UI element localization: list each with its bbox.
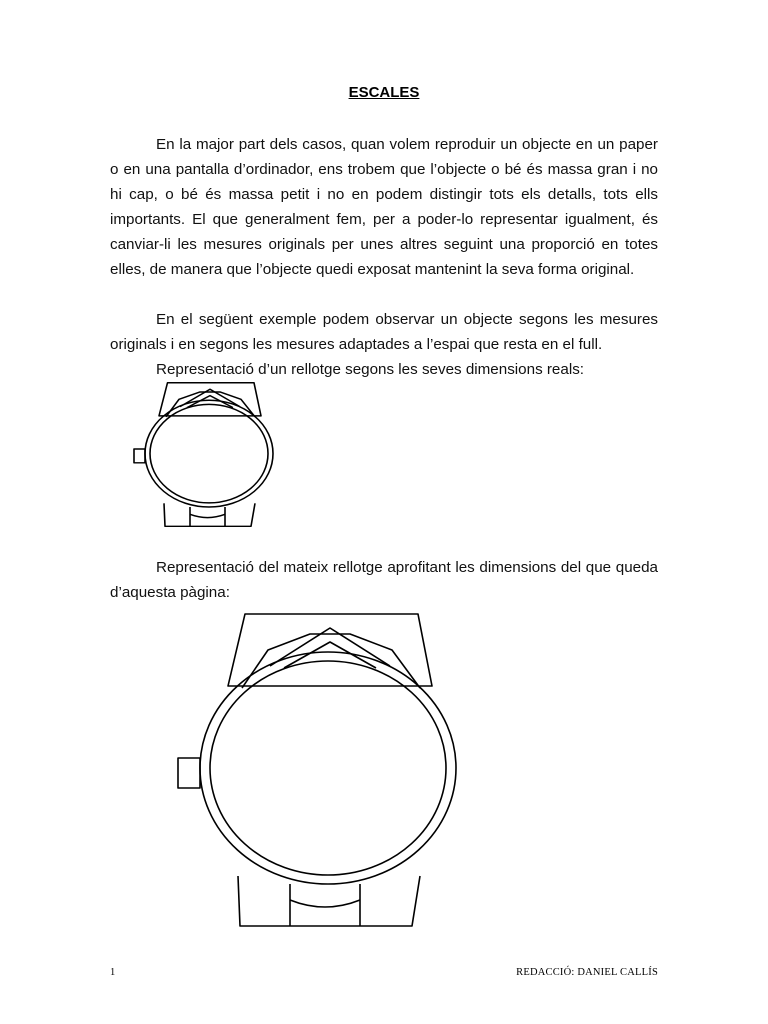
watch-small-drawing: [130, 380, 280, 530]
caption-page-size: Representació del mateix rellotge aprofitant les dimensions del que queda d’aquesta pàgina:: [110, 559, 658, 601]
watch-strap-top: [159, 383, 261, 416]
watch-crown: [134, 449, 145, 463]
paragraph-intro: En la major part dels casos, quan volem reproduir un objecte en un paper o en una pantalla d’ordinador, ens trobem que l’objecte o bé és massa gran i no hi cap, o bé és massa petit i no en podem distingir tots els detalls, tots ells importants. El que generalment fem, per a poder-lo representar igualment, és canviar-li les mesures originals per unes altres seguint una proporció en totes elles, de manera que l’objecte quedi exposat mantenint la seva forma original.: [110, 136, 658, 278]
page-title: ESCALES: [348, 84, 420, 101]
watch-crown: [178, 758, 200, 788]
watch-face: [150, 404, 268, 502]
watch-large-drawing: [170, 608, 470, 934]
caption-real-size: Representació d’un rellotge segons les seves dimensions reals:: [156, 361, 585, 378]
paragraph-example: En el següent exemple podem observar un objecte segons les mesures originals i en segons les mesures adaptades a l’espai que resta en el full.: [110, 311, 658, 353]
watch-face: [210, 661, 446, 875]
footer-author: REDACCIÓ: DANIEL CALLÍS: [516, 967, 658, 978]
page-number: 1: [110, 967, 116, 978]
watch-strap-top: [228, 614, 432, 686]
